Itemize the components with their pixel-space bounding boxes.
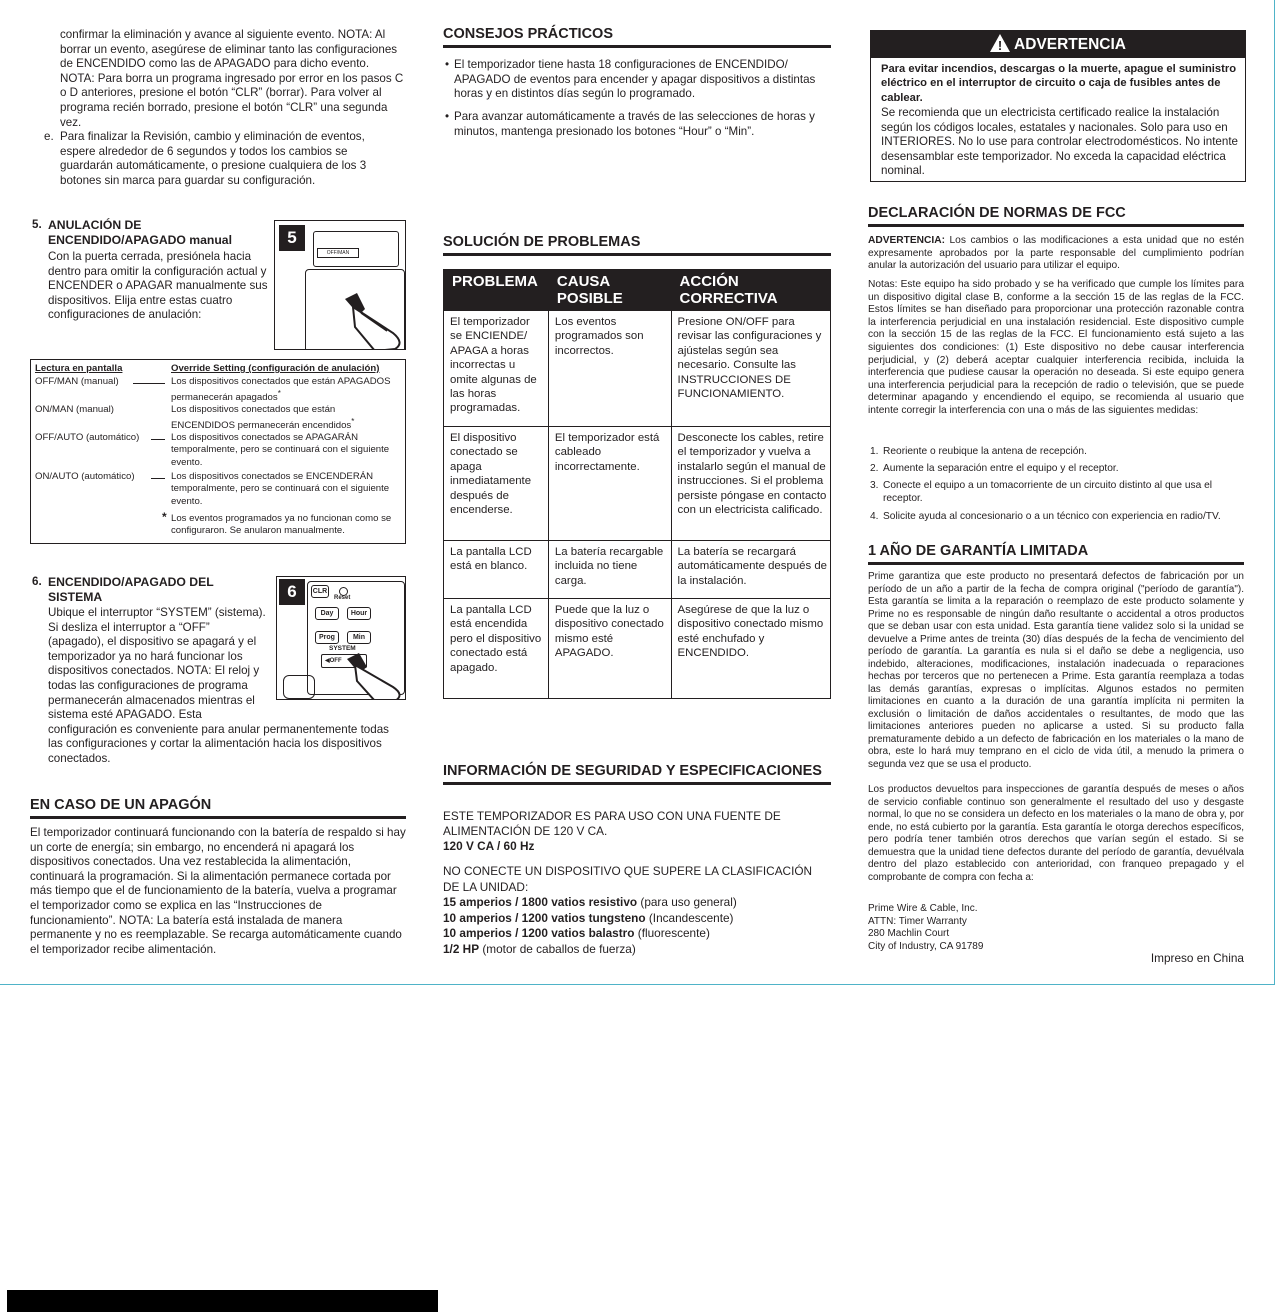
fcc-heading: DECLARACIÓN DE NORMAS DE FCC bbox=[868, 205, 1244, 227]
step5-figure-label: 5 bbox=[279, 225, 305, 251]
table-header: ACCIÓN CORRECTIVA bbox=[671, 270, 830, 311]
override-star: * bbox=[351, 417, 355, 427]
override-header-left: Lectura en pantalla bbox=[35, 363, 123, 374]
seguridad-p1-text: ESTE TEMPORIZADOR ES PARA USO CON UNA FUENTE DE ALIMENTACIÓN DE 120 V CA. bbox=[443, 809, 781, 838]
address-line: City of Industry, CA 91789 bbox=[868, 940, 984, 952]
apagon-body: El temporizador continuará funcionando con la batería de respaldo si hay un corte de energía; sin embargo, no encenderá ni apagará los dispositivos conectados. Una vez restablecida la alimentación, continuará la programación. Si la alimentación permanece cortada por más tiempo que el de funcionamiento de la batería, vuelva a programar el temporizador como se explica en las “Instrucciones de funcionamiento”. NOTA: La batería está instalada de manera permanente y no es reemplazable. Se recarga automáticamente cuando el temporizador recibe alimentación. bbox=[30, 826, 406, 956]
step5-body: Con la puerta cerrada, presiónela hacia dentro para omitir la configuración actual y ENCENDER o APAGAR manualmente sus dispositivos. Elija entre estas cuatro configuraciones de anulación: bbox=[48, 250, 268, 322]
step5-number: 5. bbox=[32, 218, 42, 231]
intro-e-text: Para finalizar la Revisión, cambio y eliminación de eventos, espere alrededor de 6 segundos y todos los cambios se guardarán automáticamente, o presione cualquiera de los 3 botones sin marca para guardar su configuración. bbox=[60, 130, 367, 187]
table-row bbox=[444, 599, 831, 699]
warning-header bbox=[871, 31, 1245, 58]
step6-figure bbox=[276, 576, 406, 700]
step6-title: ENCENDIDO/APAGADO DEL SISTEMA bbox=[48, 575, 214, 604]
warning-icon-glyph: ! bbox=[997, 38, 1003, 52]
step5-title: ANULACIÓN DE ENCENDIDO/APAGADO manual bbox=[48, 218, 232, 247]
bullet: • bbox=[445, 110, 450, 123]
fcc-measure-number: 1. bbox=[870, 446, 879, 457]
fcc-measure: Aumente la separación entre el equipo y el receptor. bbox=[883, 463, 1119, 474]
table-row bbox=[444, 427, 831, 541]
table-cell: La pantalla LCD está en blanco. bbox=[444, 541, 549, 599]
seguridad-p1-bold: 120 V CA / 60 Hz bbox=[443, 839, 535, 853]
table-cell: La batería recargable incluida no tiene carga. bbox=[548, 541, 671, 599]
override-star: * bbox=[277, 389, 281, 399]
warning-box bbox=[870, 30, 1246, 182]
lcd-display bbox=[313, 231, 399, 267]
troubleshooting-table bbox=[443, 269, 831, 699]
spec-rest: (para uso general) bbox=[637, 895, 737, 909]
table-header: PROBLEMA bbox=[444, 270, 549, 311]
warning-triangle-icon bbox=[990, 34, 1010, 52]
table-row bbox=[444, 541, 831, 599]
seguridad-p1 bbox=[443, 809, 831, 854]
override-footnote-star: * bbox=[162, 510, 167, 524]
spec-bold: 10 amperios / 1200 vatios balastro bbox=[443, 926, 635, 940]
intro-d-text: confirmar la eliminación y avance al siguiente evento. NOTA: Al borrar un evento, asegúrese de eliminar tanto las configuraciones de ENCENDIDO como las de APAGADO para dicho evento. NOTA: Para borra un programa ingresado por error en los pasos C o D anteriores, presione el botón “CLR” (borrar). Para volver al programa recién borrado, presione el botón “CLR” una segunda vez. bbox=[60, 28, 404, 129]
override-leader-line bbox=[151, 478, 165, 479]
override-desc-text: Los dispositivos conectados que están APAGADOS permanecerán apagados bbox=[171, 376, 391, 404]
reset-label: Reset bbox=[334, 595, 351, 601]
override-desc bbox=[171, 376, 397, 405]
seguridad-p2-text: NO CONECTE UN DISPOSITIVO QUE SUPERE LA CLASIFICACIÓN DE LA UNIDAD: bbox=[443, 864, 813, 894]
step6-figure-label: 6 bbox=[279, 579, 305, 605]
step6-body-text: Ubique el interruptor “SYSTEM” (sistema). Si desliza el interruptor a “OFF” (apagado), el dispositivo se apagará y el temporizador ya no hará funcionar los dispositivos conectados. NOTA: El reloj y todas las configuraciones de programa permanecerán almacenados mientras el sistema esté APAGADO. Esta configuración es conveniente para anular permanentemente todas las configuraciones y cortar la alimentación hacia los dispositivos conectados. bbox=[48, 606, 389, 765]
override-mode: OFF/AUTO (automático) bbox=[35, 432, 140, 443]
hour-button[interactable]: Hour bbox=[347, 607, 371, 620]
table-row bbox=[444, 311, 831, 427]
bullet: • bbox=[445, 58, 450, 71]
override-mode: ON/MAN (manual) bbox=[35, 404, 114, 415]
clr-button[interactable]: CLR bbox=[311, 585, 329, 598]
warning-title: ADVERTENCIA bbox=[1014, 36, 1126, 53]
fcc-notes: Notas: Este equipo ha sido probado y se ha verificado que cumple los límites para un dispositivo digital clase B, conforme a la sección 15 de las reglas de la FCC. Estos límites se han diseñado para proporcionar una protección razonable contra la interferencia perjudicial en una instalación residencial. Este dispositivo cumple con la sección 15 de las reglas de la FCC. El funcionamiento está sujeto a las siguientes dos condiciones: (1) Este dispositivo no debe causar interferencia perjudicial, y (2) deberá aceptar cualquier interferencia recibida, incluida la interferencia que pudiese causar la operación no deseada. Si este equipo genera una interferencia perjudicial para la recepción de radio o televisión, que se puede determinar apagando y encendiendo el equipo, se recomienda al usuario que intente corregir la interferencia con una o más de las siguientes medidas: bbox=[868, 279, 1244, 416]
garantia-p1: Prime garantiza que este producto no presentará defectos de fabricación por un período de un año a partir de la fecha de compra original ("período de garantía"). Esta garantía se limita a la reparación o reemplazo de este producto solamente y Prime no es responsable de ningún daño resultante o accidental a otros productos que se deban usar con esta unidad. Esta garantía tiene validez solo si la unidad se devuelve a Prime antes de treinta (30) días después de la fecha de vencimiento del período de garantía. La garantía es nula si el daño se debe a negligencia, uso indebido, alteraciones, modificaciones, instalación inadecuada o reparaciones hechas por terceros que no pertenecen a Prime. Esta garantía reemplaza a todas las demás garantías, expresas o implícitas. Algunos estados no permiten limitaciones en cuanto a la duración de una garantía implícita ni permiten la exclusión o limitación de daños accidentales o resultantes, de modo que las limitaciones anteriores pueden no aplicarse a usted. Si su producto falla prematuramente debido a un defecto de fabricación en los materiales o la mano de obra, este lo hará muy temprano en el ciclo de vida útil, a menudo la primera o segunda vez que se usa el producto. bbox=[868, 571, 1244, 770]
seguridad-p2 bbox=[443, 864, 831, 957]
timer-base bbox=[283, 675, 315, 699]
lcd-text: OFF/MAN bbox=[317, 248, 359, 258]
table-cell: El temporizador se ENCIENDE/ APAGA a horas incorrectas u omite algunas de las horas programadas. bbox=[444, 311, 549, 427]
step6-number: 6. bbox=[32, 575, 42, 588]
spec-rest: (motor de caballos de fuerza) bbox=[479, 941, 636, 956]
table-cell: Los eventos programados son incorrectos. bbox=[548, 311, 671, 427]
garantia-heading: 1 AÑO DE GARANTÍA LIMITADA bbox=[868, 543, 1244, 565]
spec-rest: (Incandescente) bbox=[645, 910, 734, 925]
spec-bold: 1/2 HP bbox=[443, 941, 480, 956]
consejo-item: Para avanzar automáticamente a través de las selecciones de horas y minutos, mantenga presionado los botones “Hour” o “Min”. bbox=[454, 110, 815, 138]
prog-button[interactable]: Prog bbox=[315, 631, 339, 644]
override-leader-line bbox=[151, 439, 165, 440]
spec-rest: (fluorescente) bbox=[634, 926, 710, 940]
table-cell: La batería se recargará automáticamente después de la instalación. bbox=[671, 541, 830, 599]
fcc-warning-text: Los cambios o las modificaciones a esta unidad que no estén expresamente aprobados por la parte responsable del cumplimiento podrían anular la autorización del usuario para utilizar el equipo. bbox=[868, 235, 1244, 272]
solucion-heading: SOLUCIÓN DE PROBLEMAS bbox=[443, 234, 831, 256]
system-off-label: ◀OFF bbox=[325, 658, 342, 664]
table-cell: El dispositivo conectado se apaga inmediatamente después de encenderse. bbox=[444, 427, 549, 541]
override-desc: Los dispositivos conectados se APAGARÁN temporalmente, pero se continuará con el siguiente evento. bbox=[171, 432, 390, 468]
override-desc bbox=[171, 404, 397, 433]
fcc-measure: Reoriente o reubique la antena de recepción. bbox=[883, 446, 1087, 457]
fcc-measure-number: 2. bbox=[870, 463, 879, 474]
override-desc-text: Los dispositivos conectados que están ENCENDIDOS permanecerán encendidos bbox=[171, 404, 352, 432]
warning-text: Se recomienda que un electricista certificado realice la instalación según los códigos locales, estatales y nacionales. Solo para uso en INTERIORES. No lo use para controlar electrodomésticos. No intente desensamblar este temporizador. No exceda la capacidad eléctrica nominal. bbox=[881, 106, 1238, 178]
override-leader-line bbox=[133, 383, 165, 384]
override-header-right: Override Setting (configuración de anulación) bbox=[171, 363, 380, 374]
consejo-item: El temporizador tiene hasta 18 configuraciones de ENCENDIDO/ APAGADO de eventos para encender y apagar dispositivos a distintas horas y en distintos días según lo programado. bbox=[454, 58, 816, 101]
spec-bold: 15 amperios / 1800 vatios resistivo bbox=[443, 895, 638, 909]
table-cell: Desconecte los cables, retire el temporizador y vuelva a instalarlo según el manual de instrucciones. Si el problema persiste póngase en contacto con un electricista calificado. bbox=[671, 427, 830, 541]
fcc-warning-bold: ADVERTENCIA: bbox=[868, 235, 945, 246]
table-header-row bbox=[444, 270, 831, 311]
override-table bbox=[30, 359, 406, 544]
address-line: 280 Machlin Court bbox=[868, 928, 950, 940]
fcc-measure: Conecte el equipo a un tomacorriente de un circuito distinto al que usa el receptor. bbox=[883, 480, 1213, 504]
min-button[interactable]: Min bbox=[347, 631, 371, 644]
table-cell: El temporizador está cableado incorrectamente. bbox=[548, 427, 671, 541]
hand-slide-icon bbox=[345, 651, 406, 700]
table-cell: La pantalla LCD está encendida pero el dispositivo conectado está apagado. bbox=[444, 599, 549, 699]
table-cell: Presione ON/OFF para revisar las configuraciones y ajústelas según sea necesario. Consulte las INSTRUCCIONES DE FUNCIONAMIENTO. bbox=[671, 311, 830, 427]
table-cell: Puede que la luz o dispositivo conectado mismo esté APAGADO. bbox=[548, 599, 671, 699]
address-line: ATTN: Timer Warranty bbox=[868, 915, 967, 927]
apagon-heading: EN CASO DE UN APAGÓN bbox=[30, 797, 406, 819]
fcc-measure-number: 4. bbox=[870, 511, 879, 522]
address-line: Prime Wire & Cable, Inc. bbox=[868, 903, 978, 914]
fcc-warning bbox=[868, 235, 1244, 273]
table-header: CAUSA POSIBLE bbox=[548, 270, 671, 311]
address-block bbox=[868, 903, 1108, 953]
black-bar bbox=[7, 1290, 438, 1312]
day-button[interactable]: Day bbox=[315, 607, 339, 620]
hand-press-icon bbox=[335, 287, 406, 350]
override-mode: ON/AUTO (automático) bbox=[35, 471, 135, 482]
seguridad-heading: INFORMACIÓN DE SEGURIDAD Y ESPECIFICACIONES bbox=[443, 763, 831, 785]
consejos-heading: CONSEJOS PRÁCTICOS bbox=[443, 26, 831, 48]
override-mode: OFF/MAN (manual) bbox=[35, 376, 119, 387]
fcc-measure-number: 3. bbox=[870, 480, 879, 491]
fcc-measure: Solicite ayuda al concesionario o a un técnico con experiencia en radio/TV. bbox=[883, 511, 1221, 522]
printed-in: Impreso en China bbox=[1150, 951, 1244, 965]
table-cell: Asegúrese de que la luz o dispositivo conectado mismo esté enchufado y ENCENDIDO. bbox=[671, 599, 830, 699]
garantia-p2: Los productos devueltos para inspecciones de garantía después de meses o años de servicio confiable continuo son generalmente el resultado del uso y desgaste normal, lo que no se considera un defecto en los materiales o la mano de obra y, por ende, no está cubierto por la garantía. Esta garantía le otorga derechos específicos, pero podría tener también otros derechos que varían según el estado. Si se demuestra que la unidad tiene defectos durante del período de garantía, devuélvala dentro del plazo establecido con anterioridad, con franqueo prepagado y el comprobante de compra con fecha a: bbox=[868, 784, 1244, 883]
step5-figure bbox=[274, 220, 406, 350]
override-footnote: Los eventos programados ya no funcionan como se configuraron. Se anularon manualmente. bbox=[171, 513, 392, 537]
override-desc: Los dispositivos conectados se ENCENDERÁN temporalmente, pero se continuará con el siguiente evento. bbox=[171, 471, 390, 507]
intro-e-letter: e. bbox=[44, 130, 54, 143]
spec-bold: 10 amperios / 1200 vatios tungsteno bbox=[443, 910, 646, 925]
system-label: SYSTEM bbox=[329, 645, 356, 652]
warning-bold-text: Para evitar incendios, descargas o la muerte, apague el suministro eléctrico en el interruptor de circuito o caja de fusibles antes de cablear. bbox=[881, 63, 1237, 104]
